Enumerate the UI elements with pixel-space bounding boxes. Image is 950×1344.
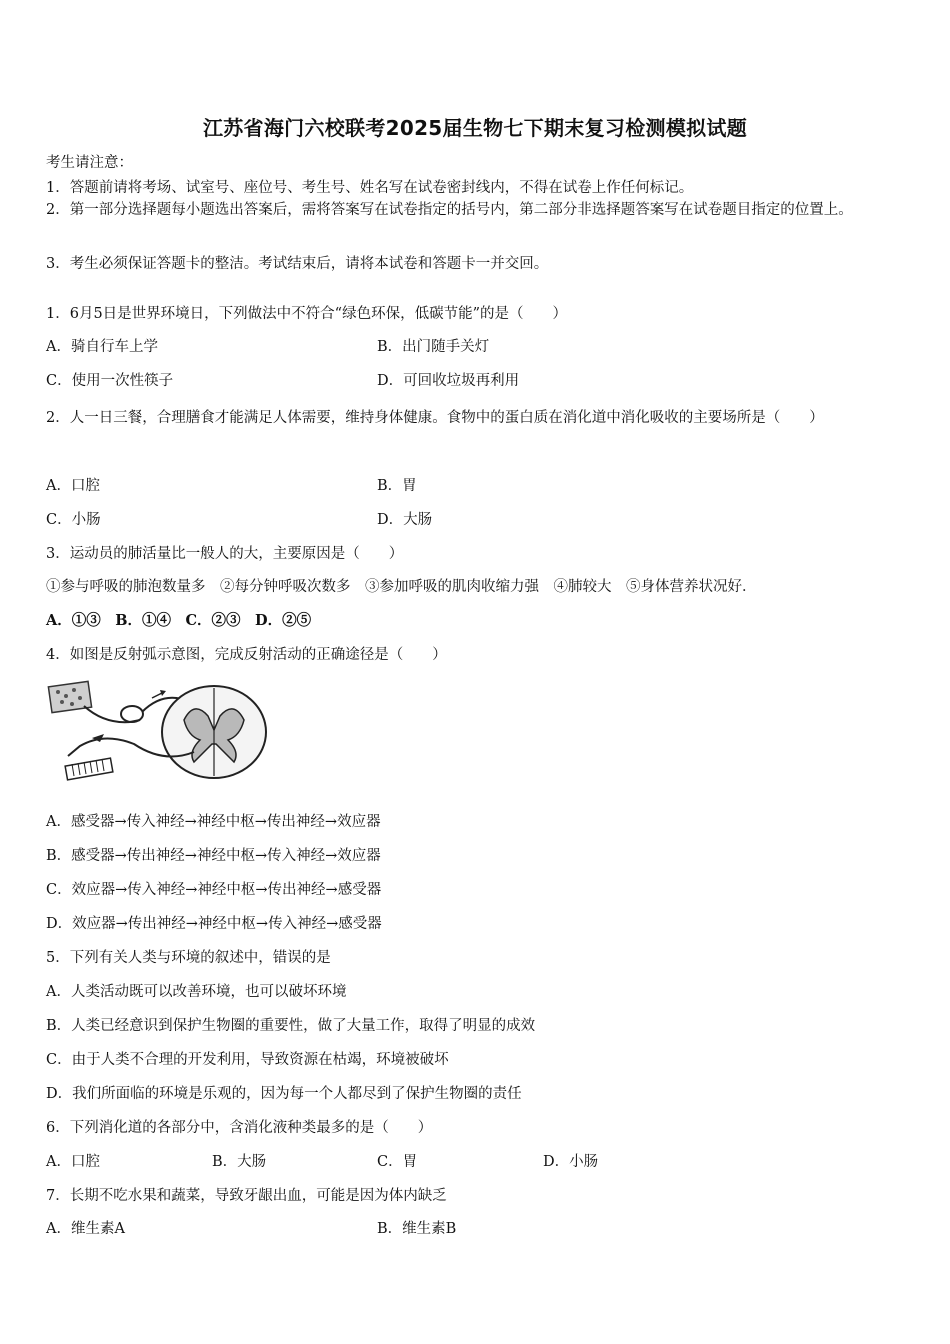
question-4-option-b[interactable]: B．感受器→传出神经→神经中枢→传入神经→效应器 <box>46 848 381 864</box>
reflex-arc-diagram <box>44 680 268 792</box>
notice-item-2: 2．第一部分选择题每小题选出答案后，需将答案写在试卷指定的括号内，第二部分非选择题答案写在试卷题目指定的位置上。 <box>46 202 853 218</box>
question-1-stem: 1．6月5日是世界环境日，下列做法中不符合“绿色环保，低碳节能”的是（ ） <box>46 306 567 322</box>
effector-icon <box>65 758 113 780</box>
question-7-option-b[interactable]: B．维生素B <box>377 1221 457 1237</box>
question-5-option-a[interactable]: A．人类活动既可以改善环境，也可以破坏环境 <box>46 984 347 1000</box>
question-4-stem: 4．如图是反射弧示意图，完成反射活动的正确途径是（ ） <box>46 647 447 663</box>
question-3-statements: ①参与呼吸的肺泡数量多 ②每分钟呼吸次数多 ③参加呼吸的肌肉收缩力强 ④肺较大 ⑤身体营养状况好． <box>46 579 757 595</box>
question-5-stem: 5．下列有关人类与环境的叙述中，错误的是 <box>46 950 331 966</box>
question-5-option-b[interactable]: B．人类已经意识到保护生物圈的重要性，做了大量工作，取得了明显的成效 <box>46 1018 536 1034</box>
spinal-cord-icon <box>162 686 266 778</box>
question-4-option-a[interactable]: A．感受器→传入神经→神经中枢→传出神经→效应器 <box>46 814 381 830</box>
question-2-stem: 2．人一日三餐，合理膳食才能满足人体需要，维持身体健康。食物中的蛋白质在消化道中消化吸收的主要场所是（ ） <box>46 410 824 426</box>
question-1-option-c[interactable]: C．使用一次性筷子 <box>46 373 174 389</box>
question-6-option-d[interactable]: D．小肠 <box>543 1154 599 1170</box>
question-6-option-a[interactable]: A．口腔 <box>46 1154 100 1170</box>
question-2-option-d[interactable]: D．大肠 <box>377 512 433 528</box>
question-6-option-b[interactable]: B．大肠 <box>212 1154 267 1170</box>
question-1-option-b[interactable]: B．出门随手关灯 <box>377 339 490 355</box>
question-3-options[interactable]: A．①③ B．①④ C．②③ D．②⑤ <box>46 612 312 629</box>
question-6-stem: 6．下列消化道的各部分中，含消化液种类最多的是（ ） <box>46 1120 433 1136</box>
question-6-option-c[interactable]: C．胃 <box>377 1154 418 1170</box>
question-2-option-a[interactable]: A．口腔 <box>46 478 100 494</box>
notice-item-1: 1．答题前请将考场、试室号、座位号、考生号、姓名写在试卷密封线内，不得在试卷上作任何标记。 <box>46 180 694 196</box>
question-4-option-c[interactable]: C．效应器→传入神经→神经中枢→传出神经→感受器 <box>46 882 382 898</box>
question-7-stem: 7．长期不吃水果和蔬菜，导致牙龈出血，可能是因为体内缺乏 <box>46 1188 447 1204</box>
notice-heading: 考生请注意： <box>46 155 133 171</box>
question-4-option-d[interactable]: D．效应器→传出神经→神经中枢→传入神经→感受器 <box>46 916 382 932</box>
page-title: 江苏省海门六校联考2025届生物七下期末复习检测模拟试题 <box>202 116 748 140</box>
question-5-option-c[interactable]: C．由于人类不合理的开发利用，导致资源在枯竭，环境被破坏 <box>46 1052 449 1068</box>
question-1-option-d[interactable]: D．可回收垃圾再利用 <box>377 373 520 389</box>
question-1-option-a[interactable]: A．骑自行车上学 <box>46 339 158 355</box>
question-7-option-a[interactable]: A．维生素A <box>46 1221 125 1237</box>
question-5-option-d[interactable]: D．我们所面临的环境是乐观的，因为每一个人都尽到了保护生物圈的责任 <box>46 1086 522 1102</box>
question-2-option-b[interactable]: B．胃 <box>377 478 417 494</box>
question-2-option-c[interactable]: C．小肠 <box>46 512 101 528</box>
notice-item-3: 3．考生必须保证答题卡的整洁。考试结束后，请将本试卷和答题卡一并交回。 <box>46 256 549 272</box>
question-3-stem: 3．运动员的肺活量比一般人的大，主要原因是（ ） <box>46 546 404 562</box>
